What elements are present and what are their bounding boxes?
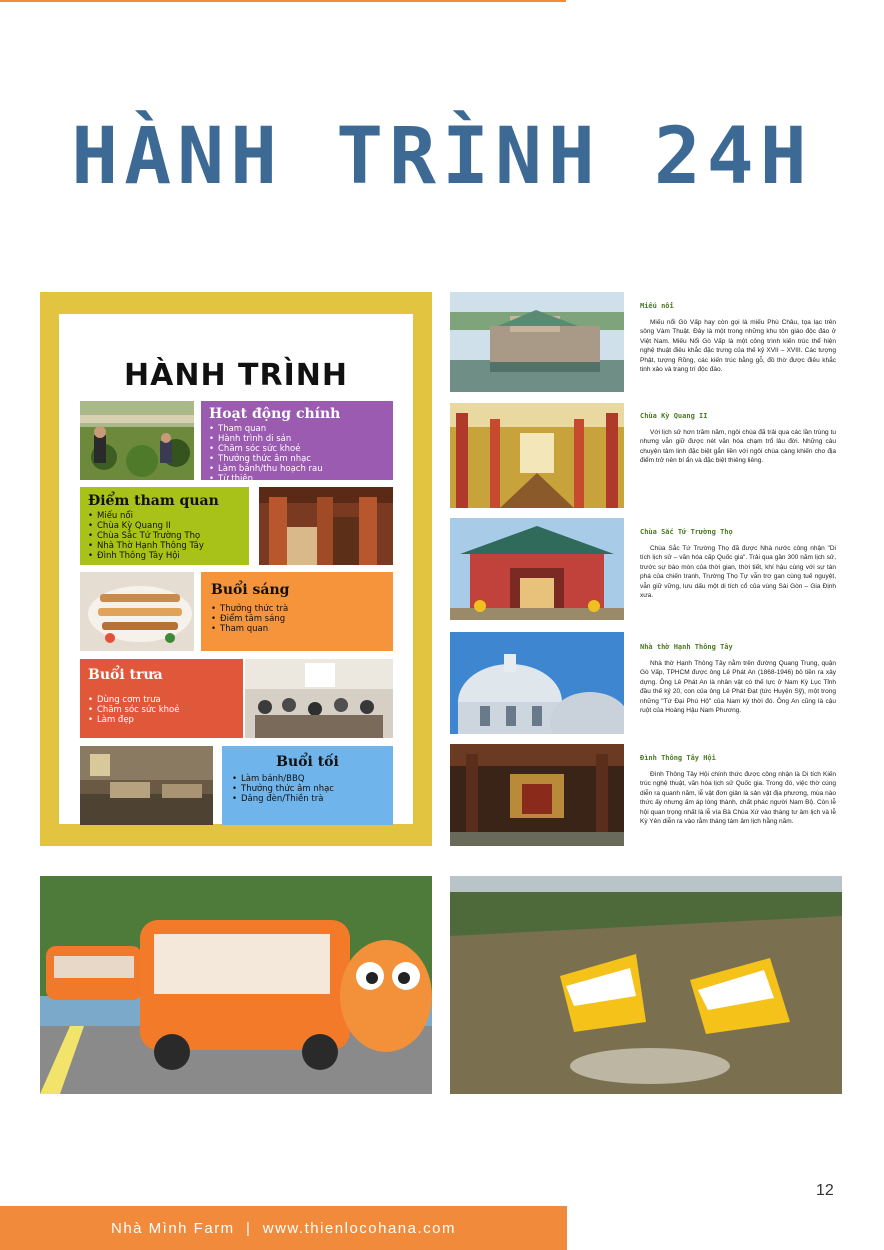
evening-heading: Buổi tối — [276, 754, 339, 770]
entry-body: Nhà thờ Hạnh Thông Tây nằm trên đường Quang Trung, quận Gò Vấp, TPHCM được ông Lê Phát An (1868-1946) bỏ tiền ra xây dựng. Ông Lê Phát An là nhân vật có thế lực ở Nam Kỳ Lục Tỉnh đầu thế kỷ 20, con của ông Lê Phát Đạt (tức Huyện Sỹ), một trong những "Tứ Đại Phú Hộ" của Nam kỳ thời đó. Ông An cũng là cậu ruột của Hoàng Hậu Nam Phương. — [640, 660, 836, 715]
garden-photo — [80, 401, 194, 480]
page-number: 12 — [816, 1182, 834, 1199]
meeting-photo — [245, 659, 393, 738]
places-heading: Điểm tham quan — [88, 493, 219, 509]
entry-body: Miếu nổi Gò Vấp hay còn gọi là miếu Phù Châu, tọa lạc trên sông Vàm Thuật. Đây là một trong những khu tôn giáo độc đáo ở Việt Nam. Miếu Nổi Gò Vấp là một công trình kiến trúc thể hiện nghệ thuật điêu khắc đặc trưng của thế kỷ XVII – XVIII. Các tượng Phật, tượng Rồng, các kiến trúc bằng gỗ, đồ thờ được điêu khắc tinh xảo và trang trí độc đáo. — [640, 319, 836, 374]
floating-temple-photo — [450, 292, 624, 392]
list-item: • Làm đẹp — [88, 715, 235, 725]
water-bus-photo — [450, 876, 842, 1094]
evening-list — [232, 774, 383, 804]
entry-heading: Đình Thông Tây Hội — [640, 754, 716, 762]
entry-dinh-thong-tay-hoi — [640, 754, 836, 826]
list-item: • Chùa Sắc Tứ Trường Thọ — [88, 531, 241, 541]
list-item: • Làm bánh/thu hoạch rau — [209, 464, 385, 474]
list-item: • Tham quan — [209, 424, 385, 434]
morning-heading: Buổi sáng — [211, 582, 290, 598]
entry-mieu-noi — [640, 302, 836, 374]
page-title: HÀNH TRÌNH 24H — [71, 112, 813, 202]
temple-photo — [259, 487, 393, 565]
entry-body: Đình Thông Tây Hội chính thức được công nhận là Di tích Kiến trúc nghệ thuật, văn hóa lịch sử Quốc gia. Trong đó, việc thờ cúng diễn ra quanh năm, lễ vật đơn giản là sản vật địa phương, mùa nào thức ấy nhưng ấm áp lòng thành, chất phác người Nam Bộ. Còn lễ hội quan trọng nhất là lễ vía Bà Chúa Xứ vào tháng tư âm lịch và lễ Kỳ Yên diễn ra vào rằm tháng tám âm lịch hằng năm. — [640, 771, 836, 826]
list-item: • Tham quan — [211, 624, 383, 634]
noon-heading: Buổi trưa — [88, 667, 163, 683]
list-item: • Điểm tâm sáng — [211, 614, 383, 624]
entry-heading: Miếu nổi — [640, 302, 674, 310]
list-item: • Nhà Thờ Hạnh Thông Tây — [88, 541, 241, 551]
list-item: • Từ thiện — [209, 474, 385, 484]
activities-list — [209, 424, 385, 484]
lounge-photo — [80, 746, 213, 825]
list-item: • Đình Thông Tây Hội — [88, 551, 241, 561]
entry-heading: Nhà thờ Hạnh Thông Tây — [640, 643, 733, 651]
church-photo — [450, 632, 624, 734]
food-photo — [80, 572, 194, 651]
pagoda-interior-photo — [450, 403, 624, 508]
entry-body: Chùa Sắc Tứ Trường Thọ đã được Nhà nước công nhận "Di tích lịch sử – văn hóa cấp Quốc gia". Trải qua gần 300 năm lịch sử, trước sự bào mòn của thời gian, thời tiết, khí hậu cùng với sự tàn phá của chiến tranh, Trường Thọ Tự vẫn trơ gan cùng tuế nguyệt, vẫn giữ vững, lưu dấu một di tích cổ của vùng Sài Gòn – Gia Định xưa. — [640, 545, 836, 600]
pagoda-gate-photo — [450, 518, 624, 620]
activities-heading: Hoạt động chính — [209, 406, 341, 422]
list-item: • Miếu nổi — [88, 511, 241, 521]
activities-block — [201, 401, 393, 484]
list-item: • Dâng đèn/Thiền trà — [232, 794, 383, 804]
footer-text: Nhà Mình Farm | www.thienlocohana.com — [110, 1220, 457, 1237]
noon-block — [80, 659, 243, 738]
morning-list — [211, 604, 383, 634]
footer-bar — [0, 1206, 567, 1250]
entry-nha-tho — [640, 643, 836, 715]
communal-house-photo — [450, 744, 624, 846]
list-item: • Hành trình di sản — [209, 434, 385, 444]
entry-body: Với lịch sử hơn trăm năm, ngôi chùa đã trải qua các lần trùng tu nhưng vẫn giữ được nét văn hóa chạm trổ lâu đời. Những câu chuyện tâm linh đặc biệt gắn liền với ngôi chùa càng khiến cho địa điểm trở nên bí ẩn và đặc biệt thiêng liêng. — [640, 429, 836, 465]
list-item: • Thưởng thức âm nhạc — [232, 784, 383, 794]
evening-block — [222, 746, 393, 825]
entry-chua-sac-tu — [640, 528, 836, 600]
poster-title: HÀNH TRÌNH — [124, 358, 348, 393]
places-list — [88, 511, 241, 561]
itinerary-poster — [40, 292, 432, 846]
entry-heading: Chùa Sắc Tứ Trường Thọ — [640, 528, 733, 536]
list-item: • Chăm sóc sức khoẻ — [88, 705, 235, 715]
list-item: • Thưởng thức âm nhạc — [209, 454, 385, 464]
entry-chua-ky-quang — [640, 412, 836, 466]
tram-photo — [40, 876, 432, 1094]
top-rule — [0, 0, 566, 2]
list-item: • Chăm sóc sức khoẻ — [209, 444, 385, 454]
list-item: • Dùng cơm trưa — [88, 695, 235, 705]
entry-heading: Chùa Kỳ Quang II — [640, 412, 708, 420]
noon-list — [88, 695, 235, 725]
list-item: • Chùa Kỳ Quang II — [88, 521, 241, 531]
morning-block — [201, 572, 393, 651]
list-item: • Thưởng thức trà — [211, 604, 383, 614]
places-block — [80, 487, 249, 565]
list-item: • Làm bánh/BBQ — [232, 774, 383, 784]
poster-inner — [59, 314, 413, 824]
